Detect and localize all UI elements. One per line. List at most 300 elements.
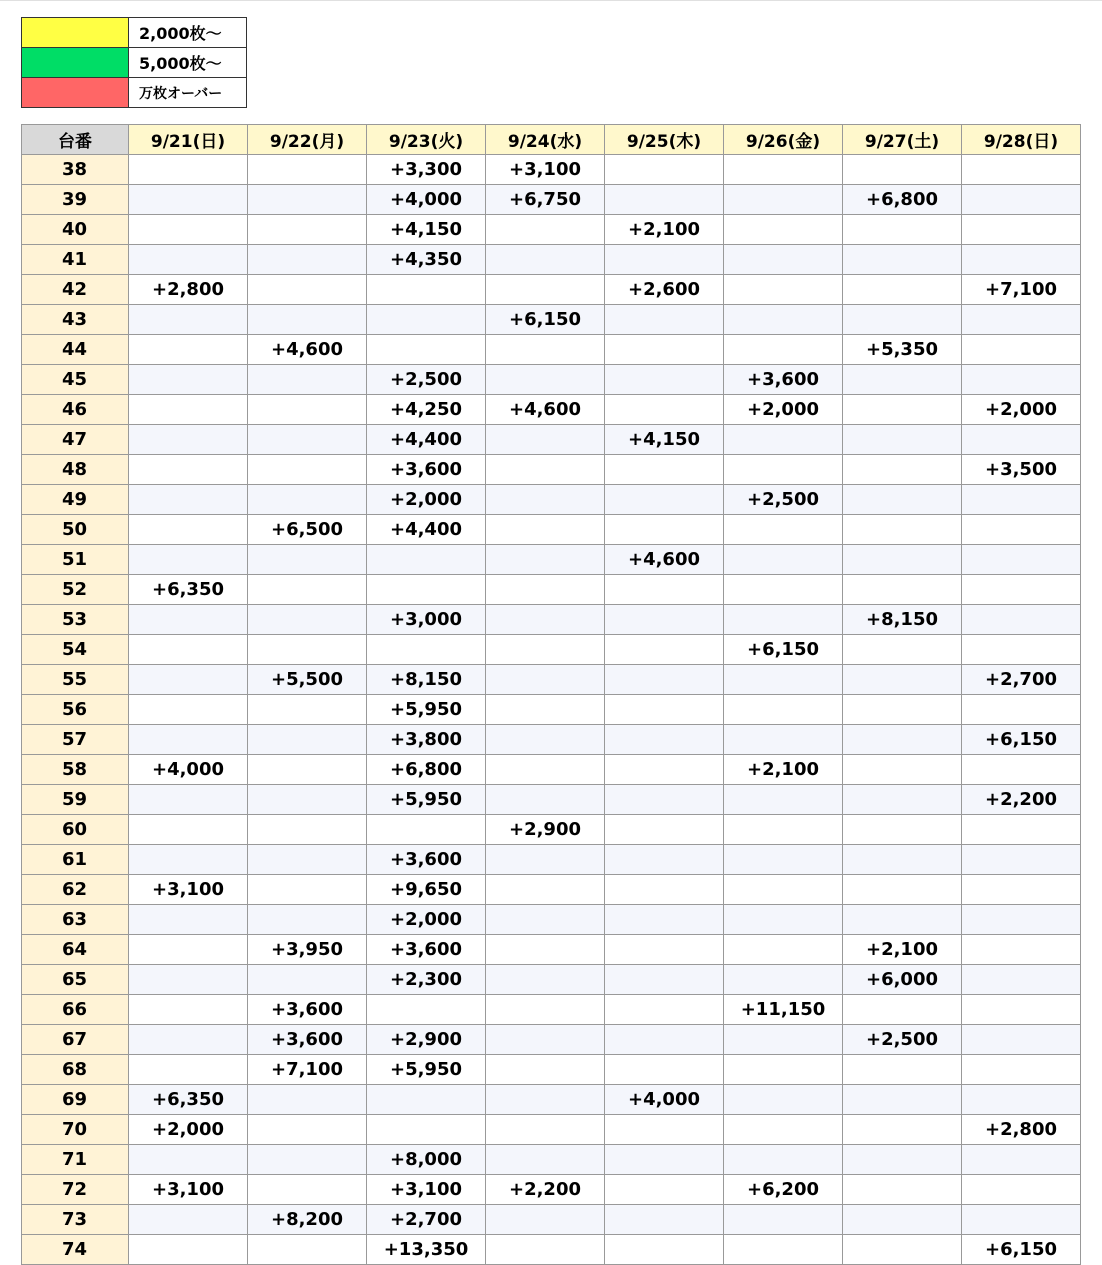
machine-number: 52: [22, 575, 129, 605]
result-cell: [129, 1205, 248, 1235]
result-cell: [129, 245, 248, 275]
result-cell: [605, 395, 724, 425]
result-cell: [843, 215, 962, 245]
result-cell: +5,500: [248, 665, 367, 695]
result-cell: [605, 1055, 724, 1085]
result-cell: [248, 305, 367, 335]
result-cell: [724, 665, 843, 695]
result-cell: [962, 875, 1081, 905]
machine-number: 39: [22, 185, 129, 215]
header-row: [22, 125, 1081, 155]
result-cell: +13,350: [367, 1235, 486, 1265]
table-row: [22, 995, 1081, 1025]
result-cell: [605, 1235, 724, 1265]
result-cell: [129, 335, 248, 365]
result-cell: [724, 605, 843, 635]
machine-number: 67: [22, 1025, 129, 1055]
machine-number: 45: [22, 365, 129, 395]
result-cell: [724, 695, 843, 725]
result-cell: [962, 695, 1081, 725]
result-cell: +4,400: [367, 515, 486, 545]
result-cell: [486, 455, 605, 485]
result-cell: [843, 425, 962, 455]
machine-number: 66: [22, 995, 129, 1025]
result-cell: [962, 815, 1081, 845]
machine-number: 44: [22, 335, 129, 365]
result-cell: [843, 1175, 962, 1205]
result-cell: +4,600: [605, 545, 724, 575]
result-cell: [843, 755, 962, 785]
result-cell: +6,500: [248, 515, 367, 545]
result-cell: +2,800: [129, 275, 248, 305]
machine-number: 40: [22, 215, 129, 245]
result-cell: [605, 695, 724, 725]
result-cell: [724, 305, 843, 335]
result-cell: +2,100: [724, 755, 843, 785]
header-date: 9/25(木): [605, 125, 724, 155]
result-cell: [724, 185, 843, 215]
result-cell: [129, 965, 248, 995]
result-cell: [843, 305, 962, 335]
result-cell: +3,600: [367, 845, 486, 875]
result-cell: [605, 305, 724, 335]
result-cell: +4,400: [367, 425, 486, 455]
result-cell: [605, 845, 724, 875]
result-cell: [605, 755, 724, 785]
result-cell: +2,200: [962, 785, 1081, 815]
machine-number: 69: [22, 1085, 129, 1115]
result-cell: [605, 455, 724, 485]
result-cell: [248, 875, 367, 905]
result-cell: +4,600: [486, 395, 605, 425]
result-cell: [129, 155, 248, 185]
result-cell: [843, 155, 962, 185]
result-cell: [486, 905, 605, 935]
machine-number: 68: [22, 1055, 129, 1085]
result-cell: +6,200: [724, 1175, 843, 1205]
result-cell: +2,700: [962, 665, 1081, 695]
result-cell: [486, 365, 605, 395]
result-cell: [486, 515, 605, 545]
result-cell: [724, 1145, 843, 1175]
result-cell: [248, 425, 367, 455]
result-cell: [724, 1055, 843, 1085]
result-cell: [129, 665, 248, 695]
result-cell: +3,000: [367, 605, 486, 635]
result-cell: [605, 605, 724, 635]
result-cell: +2,500: [843, 1025, 962, 1055]
result-cell: [843, 365, 962, 395]
result-cell: [486, 1235, 605, 1265]
result-cell: [129, 725, 248, 755]
result-cell: [367, 635, 486, 665]
table-row: [22, 785, 1081, 815]
result-cell: +6,750: [486, 185, 605, 215]
machine-number: 56: [22, 695, 129, 725]
result-cell: [367, 305, 486, 335]
result-cell: [248, 245, 367, 275]
header-date: 9/24(水): [486, 125, 605, 155]
result-cell: [605, 635, 724, 665]
result-cell: [486, 215, 605, 245]
table-row: [22, 575, 1081, 605]
table-row: [22, 1115, 1081, 1145]
result-cell: [605, 875, 724, 905]
result-cell: [605, 785, 724, 815]
result-cell: [367, 545, 486, 575]
result-cell: [605, 1115, 724, 1145]
result-cell: [605, 815, 724, 845]
result-cell: +3,100: [129, 875, 248, 905]
result-cell: [724, 275, 843, 305]
result-cell: +2,800: [962, 1115, 1081, 1145]
result-cell: [248, 215, 367, 245]
table-row: [22, 545, 1081, 575]
result-cell: +2,900: [486, 815, 605, 845]
machine-number: 74: [22, 1235, 129, 1265]
result-cell: [486, 665, 605, 695]
result-cell: [248, 725, 367, 755]
legend-row-5000: [22, 48, 247, 78]
table-row: [22, 845, 1081, 875]
result-cell: [843, 1205, 962, 1235]
result-cell: [486, 275, 605, 305]
result-cell: [486, 725, 605, 755]
result-cell: [724, 815, 843, 845]
result-cell: [486, 785, 605, 815]
result-cell: [843, 545, 962, 575]
result-cell: +2,700: [367, 1205, 486, 1235]
machine-number: 47: [22, 425, 129, 455]
result-cell: +3,600: [367, 935, 486, 965]
table-row: [22, 1235, 1081, 1265]
result-cell: [486, 1145, 605, 1175]
machine-number: 64: [22, 935, 129, 965]
machine-number: 65: [22, 965, 129, 995]
result-cell: [962, 755, 1081, 785]
machine-number: 41: [22, 245, 129, 275]
result-cell: [248, 695, 367, 725]
header-date: 9/21(日): [129, 125, 248, 155]
result-cell: [129, 395, 248, 425]
table-row: [22, 485, 1081, 515]
result-cell: +3,600: [724, 365, 843, 395]
result-cell: [486, 1205, 605, 1235]
result-cell: +3,100: [486, 155, 605, 185]
result-cell: [486, 755, 605, 785]
result-cell: [605, 905, 724, 935]
result-cell: [962, 935, 1081, 965]
result-cell: [962, 365, 1081, 395]
result-cell: +6,150: [962, 1235, 1081, 1265]
legend-label-5000: 5,000枚～: [129, 48, 247, 78]
result-cell: +6,000: [843, 965, 962, 995]
result-cell: [724, 155, 843, 185]
result-cell: [962, 245, 1081, 275]
result-cell: +2,600: [605, 275, 724, 305]
result-cell: [486, 935, 605, 965]
result-cell: +6,350: [129, 575, 248, 605]
machine-number: 73: [22, 1205, 129, 1235]
result-cell: +9,650: [367, 875, 486, 905]
result-cell: [605, 1025, 724, 1055]
header-date: 9/22(月): [248, 125, 367, 155]
result-cell: [843, 725, 962, 755]
result-cell: [486, 335, 605, 365]
result-cell: [129, 845, 248, 875]
table-row: [22, 245, 1081, 275]
result-cell: [605, 515, 724, 545]
result-cell: [962, 845, 1081, 875]
result-cell: [129, 1145, 248, 1175]
table-row: [22, 425, 1081, 455]
result-cell: [962, 515, 1081, 545]
result-cell: +2,500: [367, 365, 486, 395]
result-cell: [962, 605, 1081, 635]
result-cell: +2,000: [129, 1115, 248, 1145]
result-cell: [129, 605, 248, 635]
result-cell: [962, 965, 1081, 995]
table-row: [22, 695, 1081, 725]
result-cell: [129, 515, 248, 545]
result-cell: [962, 1085, 1081, 1115]
result-cell: +2,300: [367, 965, 486, 995]
result-cell: [248, 785, 367, 815]
result-cell: +11,150: [724, 995, 843, 1025]
result-cell: [843, 1115, 962, 1145]
result-cell: [129, 635, 248, 665]
result-cell: [724, 215, 843, 245]
result-cell: +2,000: [724, 395, 843, 425]
result-cell: [724, 725, 843, 755]
result-cell: [843, 815, 962, 845]
table-row: [22, 275, 1081, 305]
result-cell: [724, 935, 843, 965]
result-cell: [724, 335, 843, 365]
table-row: [22, 1025, 1081, 1055]
result-cell: [605, 665, 724, 695]
result-cell: [605, 1145, 724, 1175]
result-cell: +3,500: [962, 455, 1081, 485]
result-cell: [486, 635, 605, 665]
result-cell: +4,000: [129, 755, 248, 785]
result-cell: [962, 1175, 1081, 1205]
table-row: [22, 665, 1081, 695]
result-cell: [843, 1235, 962, 1265]
result-cell: [486, 605, 605, 635]
result-cell: +2,500: [724, 485, 843, 515]
result-cell: +4,250: [367, 395, 486, 425]
result-cell: [248, 1085, 367, 1115]
result-cell: [486, 995, 605, 1025]
table-row: [22, 215, 1081, 245]
result-cell: [248, 905, 367, 935]
result-cell: [129, 785, 248, 815]
machine-number: 43: [22, 305, 129, 335]
header-date: 9/28(日): [962, 125, 1081, 155]
result-cell: [724, 245, 843, 275]
table-row: [22, 755, 1081, 785]
machine-number: 49: [22, 485, 129, 515]
result-cell: [843, 665, 962, 695]
result-cell: [843, 1085, 962, 1115]
result-cell: [843, 395, 962, 425]
table-row: [22, 1085, 1081, 1115]
table-body: [22, 155, 1081, 1265]
result-cell: [129, 545, 248, 575]
legend-label-over: 万枚オーバー: [129, 78, 247, 108]
result-cell: [843, 905, 962, 935]
result-cell: [248, 395, 367, 425]
result-cell: [962, 185, 1081, 215]
result-cell: [129, 185, 248, 215]
result-cell: +8,200: [248, 1205, 367, 1235]
result-cell: [962, 425, 1081, 455]
result-cell: +8,150: [843, 605, 962, 635]
result-cell: [962, 635, 1081, 665]
result-cell: [605, 155, 724, 185]
result-cell: +3,950: [248, 935, 367, 965]
result-cell: +7,100: [248, 1055, 367, 1085]
result-cell: [724, 845, 843, 875]
result-cell: +4,600: [248, 335, 367, 365]
table-row: [22, 875, 1081, 905]
result-cell: [486, 245, 605, 275]
result-cell: [248, 155, 367, 185]
result-cell: [129, 935, 248, 965]
result-cell: [367, 275, 486, 305]
result-cell: [129, 1055, 248, 1085]
result-cell: [367, 1085, 486, 1115]
result-cell: [843, 695, 962, 725]
table-row: [22, 905, 1081, 935]
result-cell: [248, 275, 367, 305]
result-cell: [248, 635, 367, 665]
result-cell: +3,100: [129, 1175, 248, 1205]
results-table: [21, 124, 1081, 1265]
result-cell: [486, 1025, 605, 1055]
result-cell: [129, 1025, 248, 1055]
result-cell: [248, 185, 367, 215]
table-row: [22, 965, 1081, 995]
result-cell: +2,200: [486, 1175, 605, 1205]
result-cell: +6,350: [129, 1085, 248, 1115]
result-cell: [724, 575, 843, 605]
result-cell: [248, 485, 367, 515]
result-cell: [843, 995, 962, 1025]
result-cell: [843, 785, 962, 815]
result-cell: [962, 905, 1081, 935]
legend-label-2000: 2,000枚～: [129, 18, 247, 48]
result-cell: [248, 455, 367, 485]
table-row: [22, 365, 1081, 395]
result-cell: [843, 845, 962, 875]
machine-number: 62: [22, 875, 129, 905]
result-cell: [605, 335, 724, 365]
result-cell: [843, 575, 962, 605]
result-cell: +2,000: [367, 905, 486, 935]
machine-number: 55: [22, 665, 129, 695]
result-cell: [605, 185, 724, 215]
header-date: 9/26(金): [724, 125, 843, 155]
machine-number: 59: [22, 785, 129, 815]
legend-swatch-green: [22, 48, 129, 78]
result-cell: [486, 1055, 605, 1085]
result-cell: [248, 365, 367, 395]
result-cell: [724, 875, 843, 905]
result-cell: [248, 755, 367, 785]
result-cell: +4,350: [367, 245, 486, 275]
table-row: [22, 1205, 1081, 1235]
table-row: [22, 395, 1081, 425]
result-cell: [843, 455, 962, 485]
machine-number: 58: [22, 755, 129, 785]
result-cell: +3,600: [248, 1025, 367, 1055]
result-cell: [486, 845, 605, 875]
result-cell: [605, 995, 724, 1025]
result-cell: +3,300: [367, 155, 486, 185]
result-cell: [129, 815, 248, 845]
result-cell: [962, 485, 1081, 515]
result-cell: +5,950: [367, 1055, 486, 1085]
result-cell: [724, 515, 843, 545]
result-cell: [486, 1085, 605, 1115]
result-cell: +3,600: [248, 995, 367, 1025]
header-date: 9/23(火): [367, 125, 486, 155]
table-row: [22, 455, 1081, 485]
result-cell: [724, 425, 843, 455]
result-cell: [248, 845, 367, 875]
table-row: [22, 155, 1081, 185]
result-cell: [248, 545, 367, 575]
result-cell: [367, 815, 486, 845]
result-cell: [724, 1025, 843, 1055]
machine-number: 57: [22, 725, 129, 755]
result-cell: [843, 1055, 962, 1085]
table-row: [22, 815, 1081, 845]
result-cell: +8,000: [367, 1145, 486, 1175]
result-cell: [486, 575, 605, 605]
header-machine-number: 台番: [22, 125, 129, 155]
result-cell: [129, 1235, 248, 1265]
result-cell: +5,950: [367, 785, 486, 815]
machine-number: 60: [22, 815, 129, 845]
result-cell: [843, 485, 962, 515]
result-cell: [605, 965, 724, 995]
machine-number: 51: [22, 545, 129, 575]
result-cell: [129, 485, 248, 515]
result-cell: [248, 1235, 367, 1265]
result-cell: [843, 635, 962, 665]
result-cell: [962, 155, 1081, 185]
result-cell: +5,950: [367, 695, 486, 725]
result-cell: +2,000: [367, 485, 486, 515]
result-cell: [605, 1205, 724, 1235]
result-cell: [962, 995, 1081, 1025]
result-cell: [843, 1145, 962, 1175]
result-cell: [962, 1205, 1081, 1235]
table-row: [22, 635, 1081, 665]
result-cell: [962, 545, 1081, 575]
result-cell: +3,800: [367, 725, 486, 755]
result-cell: [129, 995, 248, 1025]
result-cell: [962, 1025, 1081, 1055]
result-cell: +4,150: [605, 425, 724, 455]
result-cell: [843, 275, 962, 305]
result-cell: [486, 425, 605, 455]
result-cell: [367, 575, 486, 605]
result-cell: +6,800: [843, 185, 962, 215]
